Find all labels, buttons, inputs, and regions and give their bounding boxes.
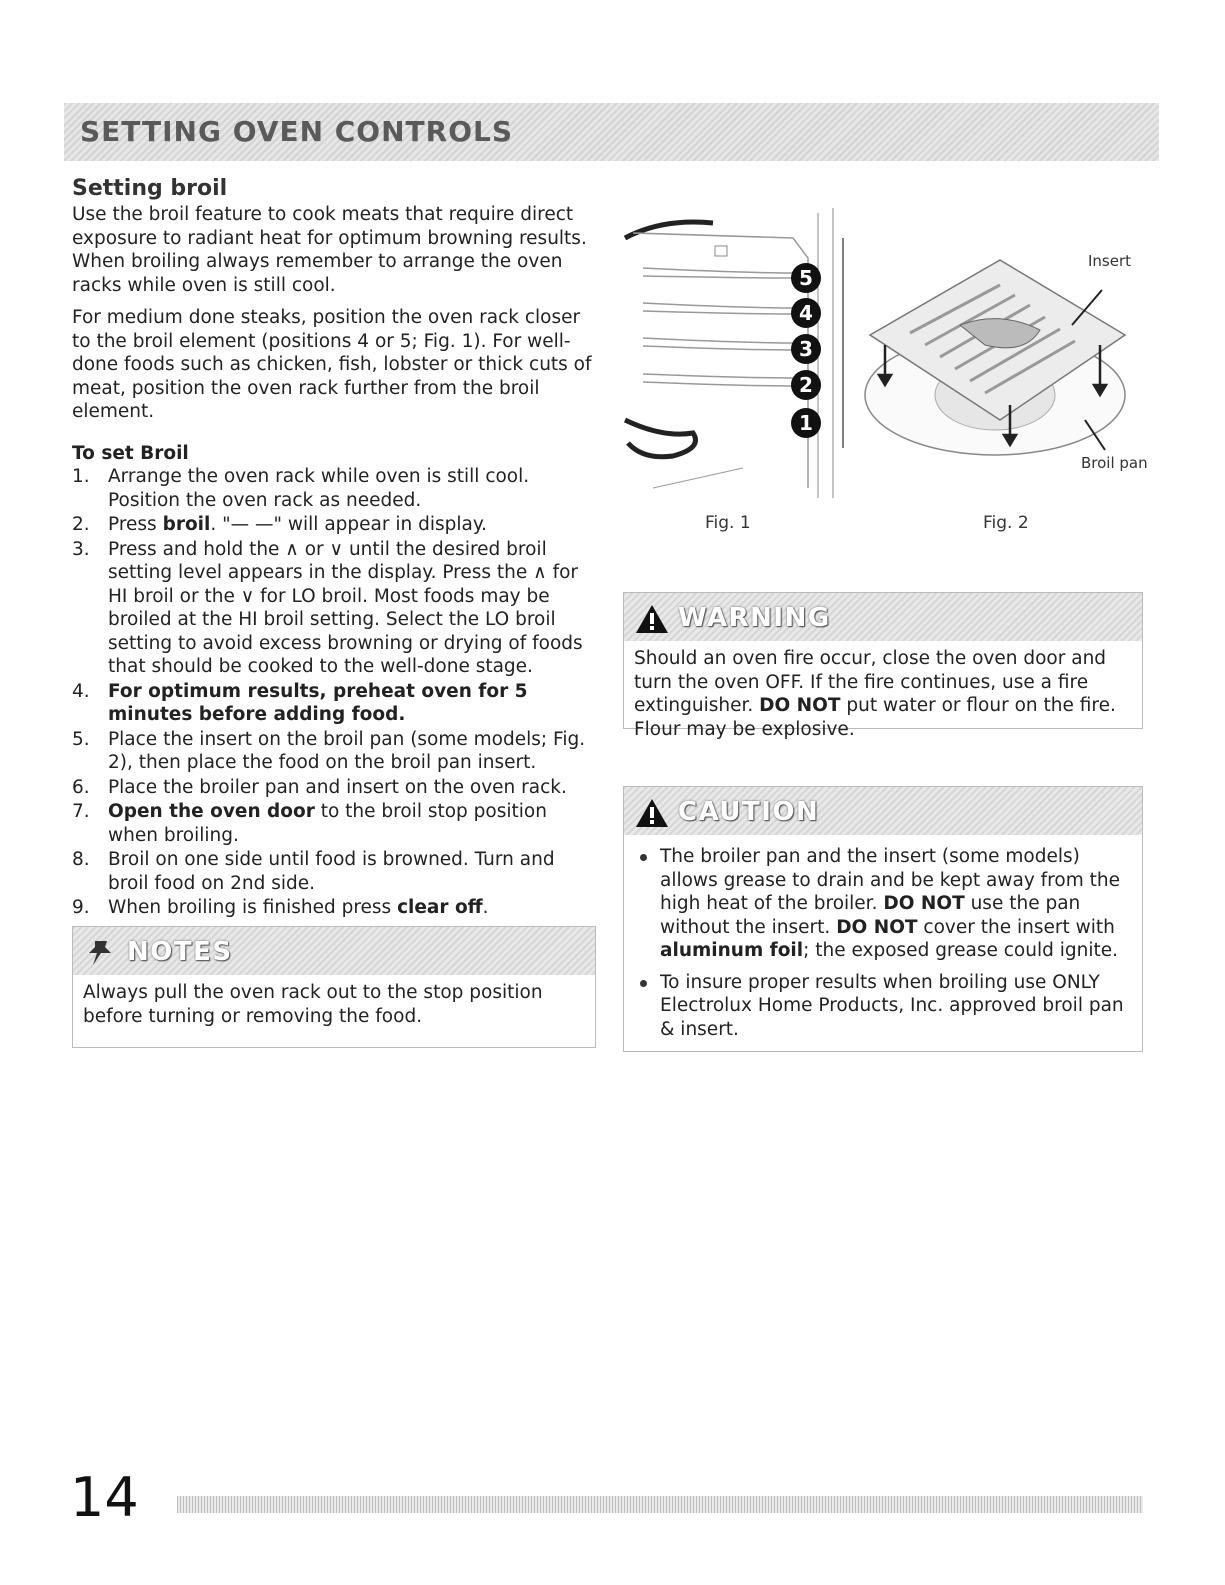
list-item: 7. Open the oven door to the broil stop position when broiling. [72, 801, 547, 846]
warning-box [623, 592, 1143, 740]
notes-title: NOTES [127, 937, 233, 967]
fig2-caption: Fig. 2 [983, 513, 1029, 533]
warning-title: WARNING [678, 603, 831, 633]
broil-pan-label: Broil pan [1081, 454, 1148, 472]
notes-header [73, 927, 595, 975]
broil-section [72, 175, 597, 921]
pushpin-icon [87, 937, 123, 969]
list-item: 8. Broil on one side until food is browned. Turn and broil food on 2nd side. [72, 849, 555, 894]
list-item: 4. For optimum results, preheat oven for 5 minutes before adding food. [72, 680, 528, 725]
list-item: The broiler pan and the insert (some models) allows grease to drain and be kept away from the high heat of the broiler. DO NOT use the pan without the insert. DO NOT cover the insert with aluminum foil; the exposed grease could ignite. [634, 845, 1132, 963]
setting-broil-heading: Setting broil [72, 176, 228, 201]
broil-pan-figure [850, 245, 1140, 475]
list-item: 9. When broiling is finished press clear off. [72, 897, 489, 918]
broil-steps-list [72, 465, 597, 920]
notes-text: Always pull the oven rack out to the stop position before turning or removing the food. [83, 982, 543, 1027]
list-item: To insure proper results when broiling use ONLY Electrolux Home Products, Inc. approved broil pan & insert. [634, 971, 1132, 1042]
list-item: 6. Place the broiler pan and insert on the oven rack. [72, 776, 567, 798]
intro-paragraph-2: For medium done steaks, position the oven rack closer to the broil element (positions 4 or 5; Fig. 1). For well-done foods such as chicken, fish, lobster or thick cuts of meat, position the oven rack further from the broil element. [72, 307, 592, 422]
rack-number-4: 4 [791, 298, 821, 328]
rack-number-3: 3 [791, 334, 821, 364]
warning-triangle-icon [634, 603, 670, 635]
list-item: 3. Press and hold the ∧ or ∨ until the desired broil setting level appears in the display. Press the ∧ for HI broil or the ∨ for LO broil. Most foods may be broiled at the HI broil setting. Select the LO broil setting to avoid excess browning or drying of foods that should be cooked to the well-done stage. [72, 538, 583, 677]
caution-triangle-icon [634, 797, 670, 829]
section-banner [64, 103, 1159, 161]
caution-body [624, 835, 1142, 1055]
rack-number-5: 5 [791, 263, 821, 293]
footer-bar [177, 1496, 1143, 1513]
list-item: 5. Place the insert on the broil pan (some models; Fig. 2), then place the food on the broil pan insert. [72, 728, 586, 773]
caution-title: CAUTION [678, 797, 820, 827]
fig1-caption: Fig. 1 [705, 513, 751, 533]
page-number: 14 [70, 1466, 139, 1529]
rack-number-1: 1 [791, 408, 821, 438]
caution-list [634, 845, 1132, 1041]
rack-number-2: 2 [791, 370, 821, 400]
steps-heading: To set Broil [72, 442, 189, 464]
warning-header [624, 593, 1142, 641]
notes-box [72, 926, 596, 1048]
section-title: SETTING OVEN CONTROLS [80, 115, 514, 148]
caution-header [624, 787, 1142, 835]
insert-label: Insert [1088, 252, 1132, 270]
intro-paragraph-1: Use the broil feature to cook meats that require direct exposure to radiant heat for optimum browning results. When broiling always remember to arrange the oven racks while oven is still cool. [72, 204, 587, 296]
warning-text: Should an oven fire occur, close the oven door and turn the oven OFF. If the fire continues, use a fire extinguisher. DO NOT put water or flour on the fire. Flour may be explosive. [634, 648, 1116, 740]
list-item: 1. Arrange the oven rack while oven is still cool. Position the oven rack as needed. [72, 466, 530, 511]
caution-box [623, 786, 1143, 1052]
list-item: 2. Press broil. "— —" will appear in display. [72, 514, 488, 535]
